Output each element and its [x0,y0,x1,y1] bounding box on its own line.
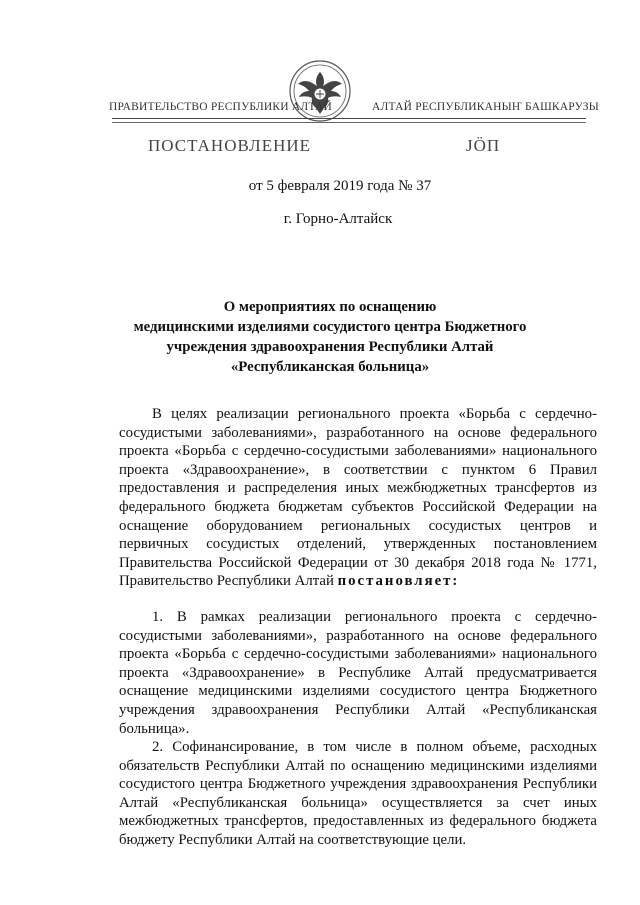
doc-type-ru: ПОСТАНОВЛЕНИЕ [148,136,312,155]
paragraph-gap [119,591,597,608]
clause-1: 1. В рамках реализации регионального проекта с сердечно-сосудистыми заболеваниями», разработанного на основе федерального проекта «Борьба с сердечно-сосудистыми заболеваниями» национального проекта «Здравоохранение» в Республике Алтай предусматривается оснащение медицинскими изделиями сосудистого центра Бюджетного учреждения здравоохранения Республики Алтай «Республиканская больница». [119,608,597,737]
title-line: учреждения здравоохранения Республики Алтай [166,339,494,355]
preamble-paragraph [119,405,597,591]
header-divider [112,118,586,119]
doc-type-alt: ЈӦП [466,136,501,155]
document-date: от 5 февраля 2019 года № 37 [248,178,432,194]
coat-of-arms-icon [288,58,352,124]
title-line: О мероприятиях по оснащению [223,299,437,315]
preamble-text: В целях реализации регионального проекта «Борьба с сердечно-сосудистыми заболеваниями», разработанного на основе федерального проекта «Борьба с сердечно-сосудистыми заболеваниями» национального проекта «Здравоохранение», в соответствии с пунктом 6 Правил предоставления и распределения иных межбюджетных трансфертов из федерального бюджета бюджетам субъектов Российской Федерации на оснащение оборудованием региональных сосудистых центров и первичных сосудистых отделений, утвержденных постановлением Правительства Российской Федерации от 30 декабря 2018 года № 1771, Правительство Республики Алтай [119,406,597,590]
title-line: медицинскими изделиями сосудистого центра Бюджетного [133,319,527,335]
resolution-keyword: постановляет: [337,573,460,590]
document-title [120,297,540,377]
header-divider-thin [112,122,586,123]
title-line: «Республиканская больница» [230,359,430,375]
government-name-alt: АЛТАЙ РЕСПУБЛИКАНЫҤ БАШКАРУЗЫ [372,101,599,113]
clause-2: 2. Софинансирование, в том числе в полном объеме, расходных обязательств Республики Алтай по оснащению медицинскими изделиями сосудистого центра Бюджетного учреждения здравоохранения Республики Алтай «Республиканская больница» осуществляется за счет иных межбюджетных трансфертов, предоставленных из федерального бюджета бюджету Республики Алтай на соответствующие цели. [119,739,597,849]
document-body [119,405,597,850]
document-city: г. Горно-Алтайск [283,211,393,227]
government-name-ru: ПРАВИТЕЛЬСТВО РЕСПУБЛИКИ АЛТАЙ [109,101,333,113]
